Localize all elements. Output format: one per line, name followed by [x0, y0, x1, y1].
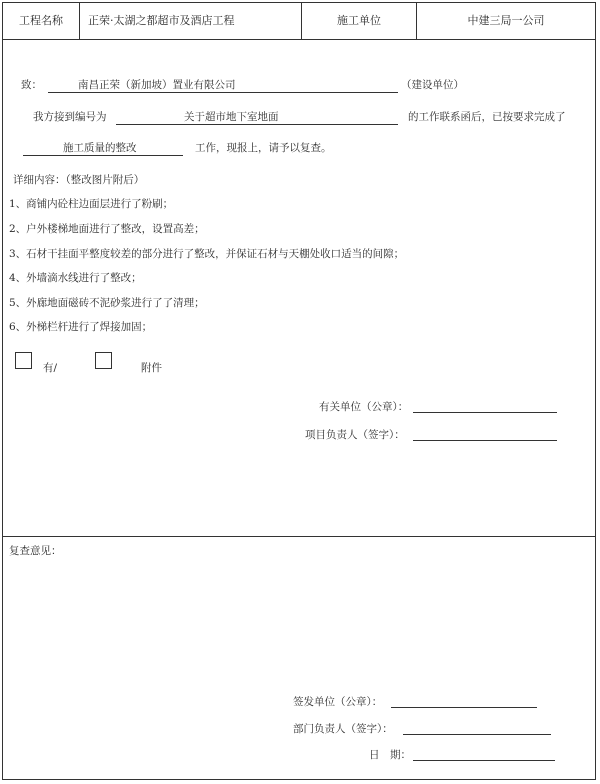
unit-seal-line[interactable] [413, 412, 557, 413]
recipient-suffix: （建设单位） [401, 79, 464, 91]
issuing-unit-label: 签发单位（公章）： [293, 696, 383, 708]
list-item: 2、户外楼梯地面进行了整改，设置高差； [9, 223, 205, 235]
project-label: 工程名称 [3, 3, 80, 39]
department-lead-label: 部门负责人（签字）： [293, 723, 393, 735]
details-heading: 详细内容：（整改图片附后） [13, 174, 145, 186]
date-label: 日 期： [369, 749, 411, 761]
list-item: 6、外梯栏杆进行了焊接加固； [9, 321, 153, 333]
issuing-unit-line[interactable] [391, 707, 537, 708]
has-attachment-checkbox[interactable] [15, 352, 32, 369]
list-item: 3、石材干挂面平整度较差的部分进行了整改，并保证石材与天棚处收口适当的间隙； [9, 248, 405, 260]
project-name: 正荣·太湖之都超市及酒店工程 [80, 3, 302, 39]
notice-subject-field: 关于超市地下室地面 [116, 110, 398, 125]
list-item: 4、外墙滴水线进行了整改； [9, 272, 142, 284]
review-label: 复查意见： [9, 545, 62, 557]
list-item: 5、外廊地面磁砖不泥砂浆进行了了清理； [9, 297, 205, 309]
unit-seal-label: 有关单位（公章）： [319, 401, 409, 413]
attachment-checkbox[interactable] [95, 352, 112, 369]
completed-work-field: 施工质量的整改 [23, 141, 183, 156]
section-divider [3, 536, 595, 537]
form-sheet [2, 2, 596, 780]
list-item: 1、商铺内砼柱边面层进行了粉刷； [9, 198, 174, 210]
has-attachment-label: 有/ [43, 362, 58, 374]
header-row [3, 3, 595, 40]
project-lead-line[interactable] [413, 440, 557, 441]
recipient-field: 南昌正荣（新加坡）置业有限公司 [48, 78, 398, 93]
to-prefix: 致： [21, 79, 42, 91]
line2-suffix: 的工作联系函后，已按要求完成了 [408, 111, 566, 123]
line3-suffix: 工作，现报上，请予以复查。 [195, 142, 332, 154]
line2-prefix: 我方接到编号为 [33, 111, 107, 123]
attachment-label: 附件 [141, 362, 162, 374]
project-lead-label: 项目负责人（签字）： [305, 429, 405, 441]
contractor-label: 施工单位 [302, 3, 417, 39]
date-line[interactable] [413, 760, 555, 761]
department-lead-line[interactable] [403, 734, 551, 735]
contractor-name: 中建三局一公司 [467, 14, 545, 27]
